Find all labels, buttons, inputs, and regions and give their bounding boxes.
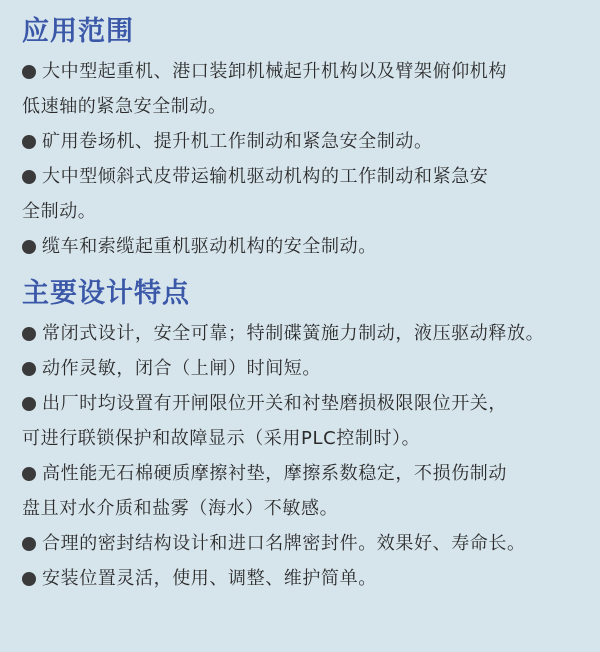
bullet-icon <box>22 572 36 586</box>
item-line: 常闭式设计，安全可靠；特制碟簧施力制动，液压驱动释放。 <box>42 323 545 344</box>
item-line-continuation: 盘且对水介质和盐雾（海水）不敏感。 <box>22 498 339 519</box>
item-line-continuation: 全制动。 <box>22 201 97 222</box>
item-line: 合理的密封结构设计和进口名牌密封件。效果好、寿命长。 <box>42 533 526 554</box>
bullet-icon <box>22 135 36 149</box>
item-line: 大中型起重机、港口装卸机械起升机构以及臂架俯仰机构 <box>42 61 507 82</box>
list-item <box>22 229 584 264</box>
item-line: 矿用卷场机、提升机工作制动和紧急安全制动。 <box>42 131 433 152</box>
list-item <box>22 159 584 229</box>
bullet-icon <box>22 537 36 551</box>
item-line-continuation: 低速轴的紧急安全制动。 <box>22 96 227 117</box>
item-line: 缆车和索缆起重机驱动机构的安全制动。 <box>42 236 377 257</box>
item-line: 高性能无石棉硬质摩擦衬垫，摩擦系数稳定，不损伤制动 <box>42 463 507 484</box>
list-item <box>22 386 584 456</box>
item-line: 出厂时均设置有开闸限位开关和衬垫磨损极限限位开关， <box>42 393 507 414</box>
application-scope-list <box>22 54 584 264</box>
bullet-icon <box>22 170 36 184</box>
bullet-icon <box>22 240 36 254</box>
list-item <box>22 561 584 596</box>
list-item <box>22 526 584 561</box>
item-line: 安装位置灵活，使用、调整、维护简单。 <box>42 568 377 589</box>
list-item <box>22 351 584 386</box>
bullet-icon <box>22 397 36 411</box>
list-item <box>22 316 584 351</box>
bullet-icon <box>22 65 36 79</box>
bullet-icon <box>22 327 36 341</box>
bullet-icon <box>22 362 36 376</box>
item-line: 动作灵敏，闭合（上闸）时间短。 <box>42 358 321 379</box>
section-title-application-scope: 应用范围 <box>22 16 134 47</box>
bullet-icon <box>22 467 36 481</box>
design-features-list <box>22 316 584 596</box>
list-item <box>22 54 584 124</box>
section-title-design-features: 主要设计特点 <box>22 278 190 309</box>
item-line-continuation: 可进行联锁保护和故障显示（采用PLC控制时）。 <box>22 428 421 449</box>
list-item <box>22 456 584 526</box>
list-item <box>22 124 584 159</box>
item-line: 大中型倾斜式皮带运输机驱动机构的工作制动和紧急安 <box>42 166 489 187</box>
